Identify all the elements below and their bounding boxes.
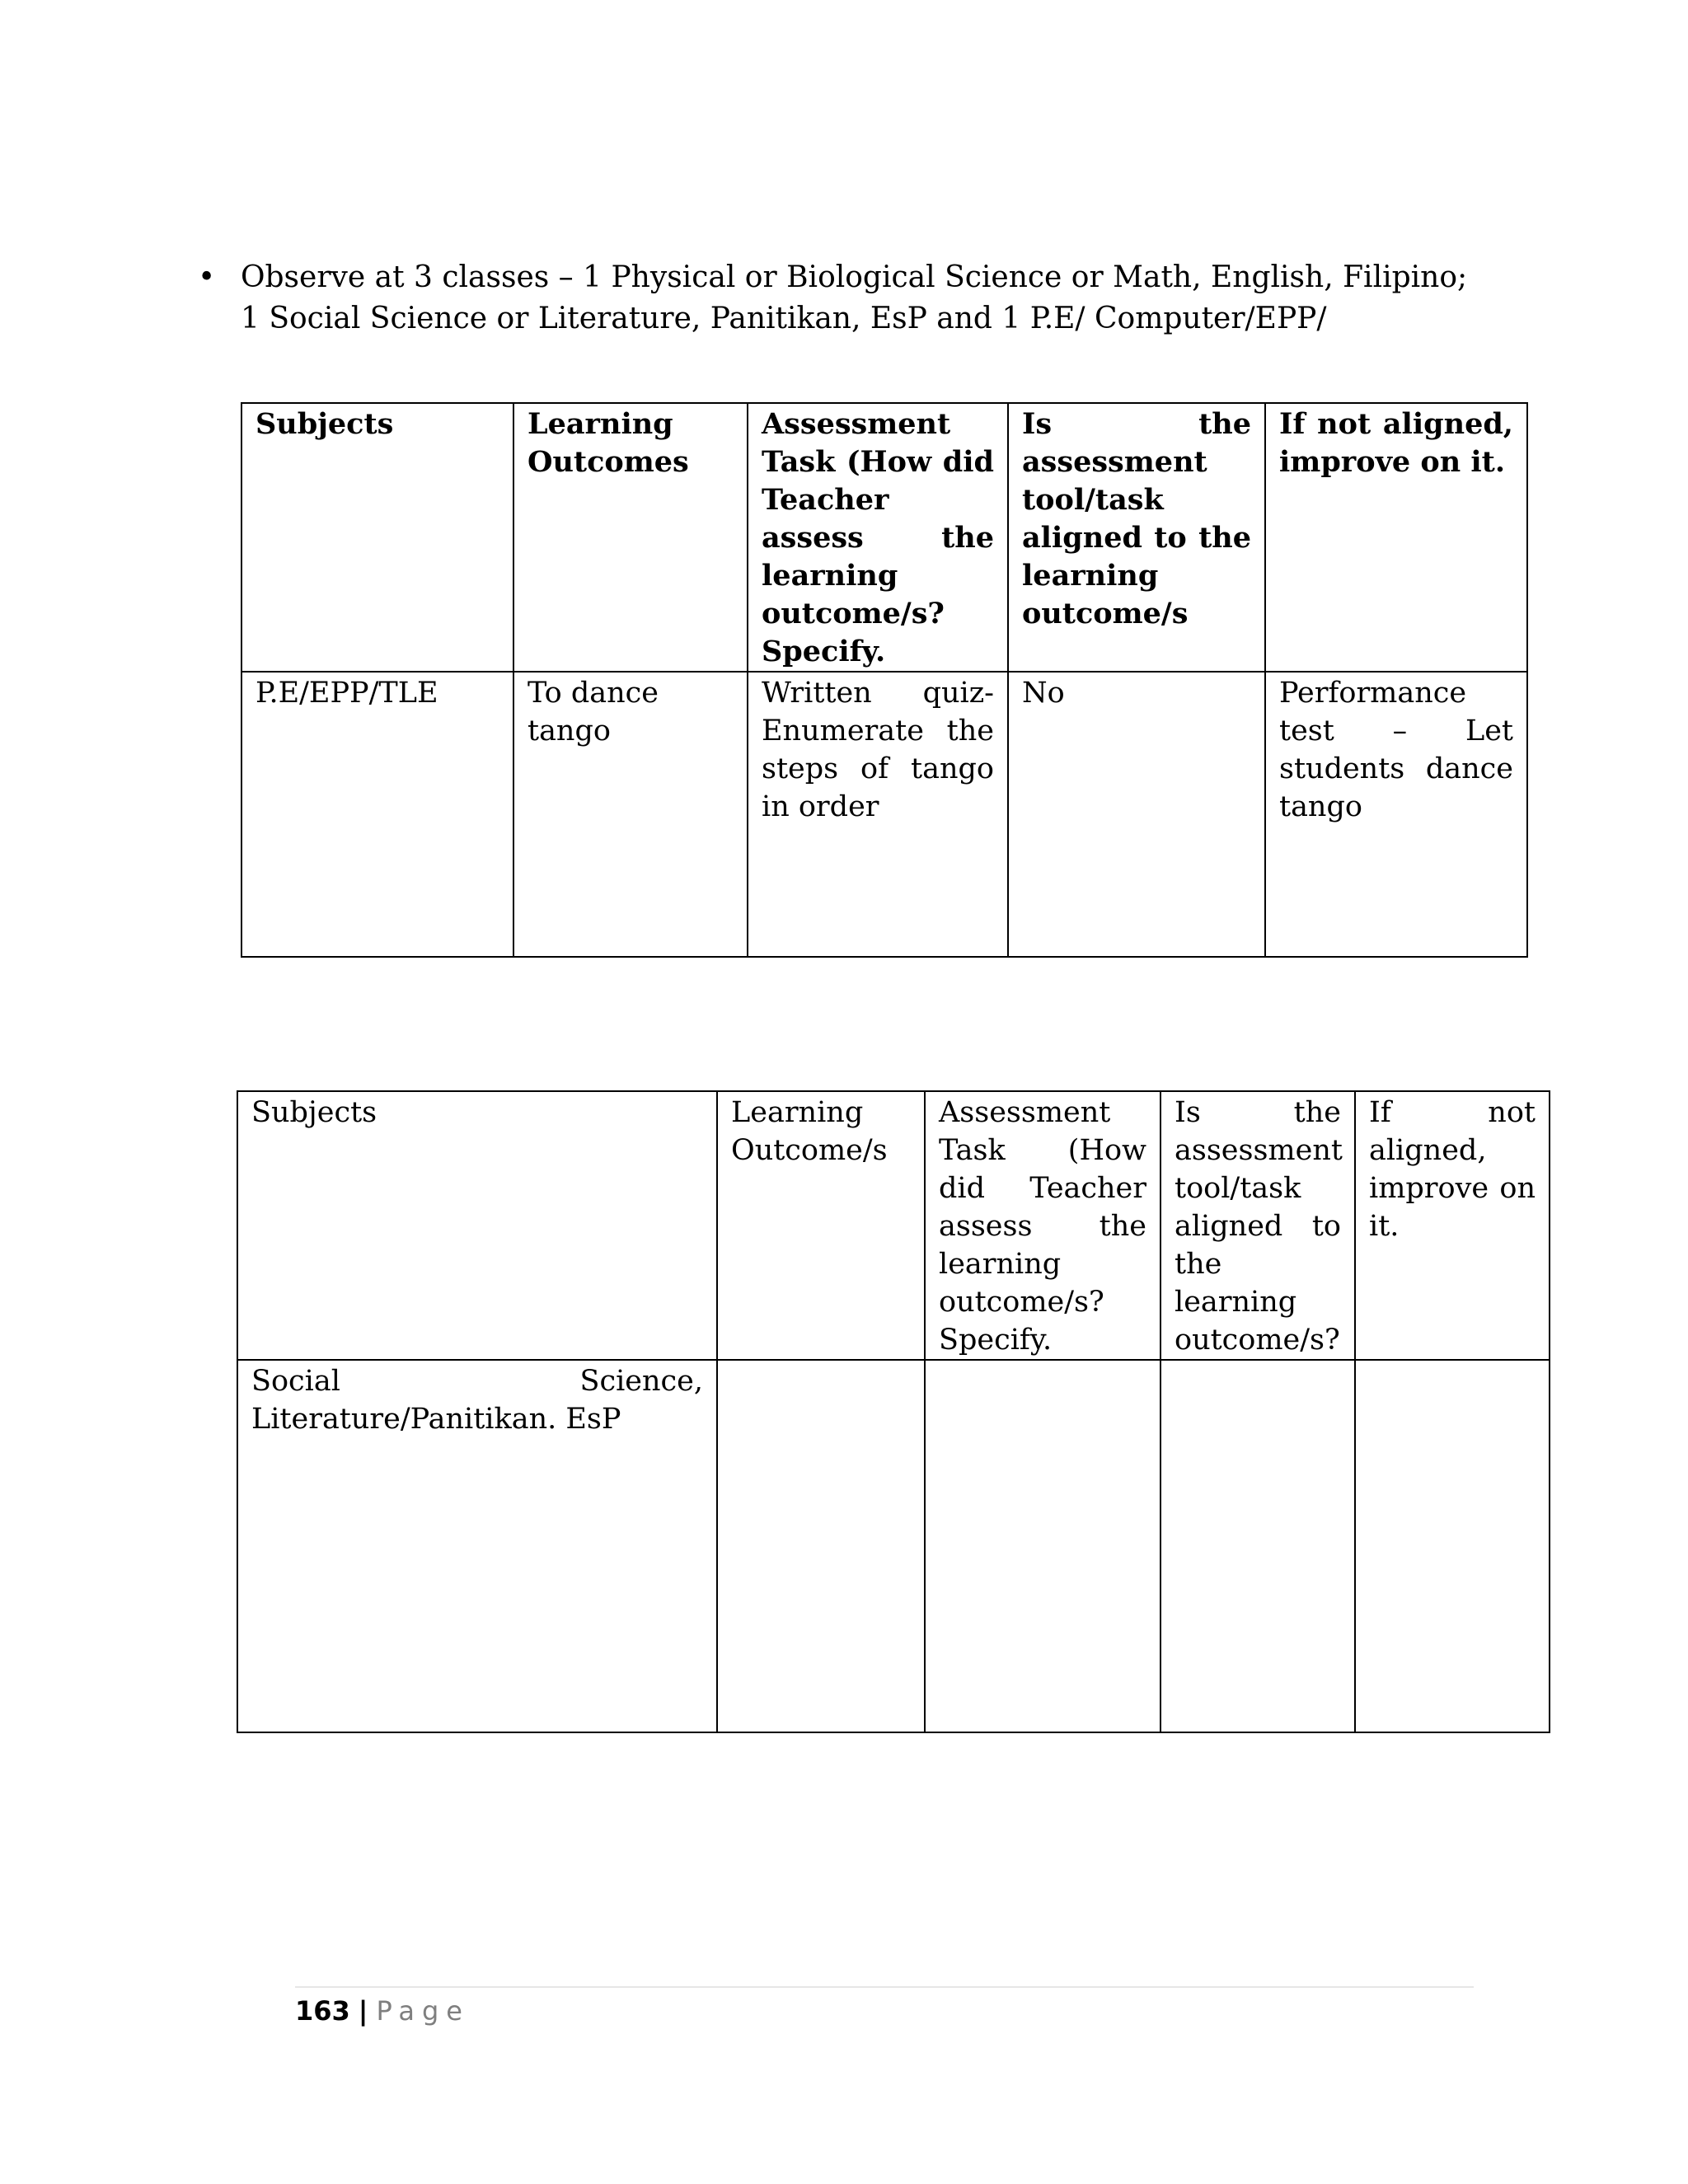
- cell-subject: Social Science, Literature/Panitikan. EsP: [237, 1360, 717, 1732]
- cell-improve: [1355, 1360, 1550, 1732]
- header-improve: If not aligned, improve on it.: [1265, 403, 1527, 672]
- footer-separator: |: [358, 1995, 368, 2027]
- header-assessment-task: Assessment Task (How did Teacher assess the learning outcome/s? Specify.: [748, 403, 1008, 672]
- header-subjects: Subjects: [241, 403, 513, 672]
- cell-improve: Performance test – Let students dance tango: [1265, 672, 1527, 957]
- page-number: 163: [295, 1995, 350, 2027]
- table-row: [237, 1360, 1550, 1732]
- footer-divider: [295, 1986, 1474, 1988]
- header-subjects: Subjects: [237, 1091, 717, 1360]
- page-footer: [295, 1993, 470, 2029]
- cell-assessment-task: Written quiz- Enumerate the steps of tango in order: [748, 672, 1008, 957]
- cell-subject: P.E/EPP/TLE: [241, 672, 513, 957]
- cell-learning-outcome: To dance tango: [513, 672, 748, 957]
- page-label: Page: [376, 1995, 470, 2027]
- cell-aligned: No: [1008, 672, 1265, 957]
- header-assessment-task: Assessment Task (How did Teacher assess the learning outcome/s? Specify.: [925, 1091, 1160, 1360]
- cell-assessment-task: [925, 1360, 1160, 1732]
- cell-learning-outcome: [717, 1360, 925, 1732]
- header-improve: If not aligned, improve on it.: [1355, 1091, 1550, 1360]
- assessment-table-social-science: [237, 1090, 1550, 1733]
- cell-aligned: [1160, 1360, 1355, 1732]
- table-row: [241, 672, 1527, 957]
- instruction-text: Observe at 3 classes – 1 Physical or Biological Science or Math, English, Filipino; 1 Social Science or Literature, Panitikan, EsP and 1 P.E/ Computer/EPP/: [241, 260, 1468, 335]
- bullet-icon: •: [198, 260, 216, 294]
- assessment-table-pe: [241, 402, 1528, 958]
- header-aligned: Is the assessment tool/task aligned to the learning outcome/s?: [1160, 1091, 1355, 1360]
- header-learning-outcomes: Learning Outcomes: [513, 403, 748, 672]
- table-header-row: [241, 403, 1527, 672]
- header-aligned: Is the assessment tool/task aligned to the learning outcome/s: [1008, 403, 1265, 672]
- header-learning-outcomes: Learning Outcome/s: [717, 1091, 925, 1360]
- instruction-bullet: [198, 257, 1493, 340]
- table-header-row: [237, 1091, 1550, 1360]
